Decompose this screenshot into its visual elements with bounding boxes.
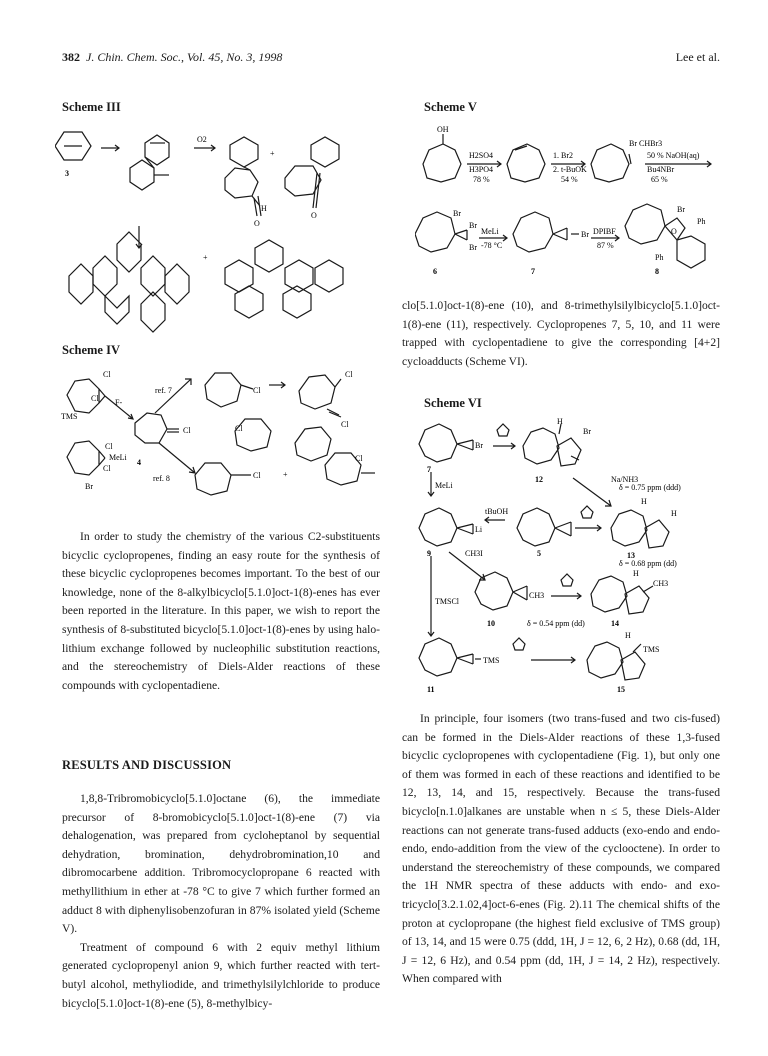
scheme-v-label-yield-78: 78 % (473, 175, 490, 184)
scheme-v-label-br-2: Br (469, 221, 477, 230)
scheme-iv-label-cl-10: Cl (253, 471, 261, 480)
scheme-vi-compound-12: 12 (535, 475, 543, 484)
scheme-iv-label-f: F- (115, 398, 123, 407)
scheme-v-label-meli: MeLi (481, 227, 499, 236)
scheme-vi-label-h-3: H (671, 509, 677, 518)
scheme-iv-label-4: 4 (137, 458, 141, 467)
scheme-vi-label-tms-1: TMS (483, 656, 500, 665)
scheme-vi-compound-13: 13 (627, 551, 635, 560)
scheme-v-label-bu4nbr: Bu4NBr (647, 165, 675, 174)
section-heading: RESULTS AND DISCUSSION (62, 758, 232, 772)
scheme-vi-title: Scheme VI (424, 396, 482, 410)
scheme-v-title: Scheme V (424, 100, 477, 114)
scheme-vi-shift-14: δ = 0.68 ppm (dd) (619, 559, 677, 568)
scheme-v-label-oh: OH (437, 125, 449, 134)
scheme-vi-label-ch3-1: CH3 (653, 579, 669, 588)
scheme-iv-figure (55, 365, 385, 505)
scheme-vi-label-h-2: H (641, 497, 647, 506)
scheme-v-label-h2so4: H2SO4 (469, 151, 494, 160)
scheme-vi-label-h-4: H (633, 569, 639, 578)
scheme-iii-plus-1: + (270, 149, 275, 158)
scheme-iv-label-tms: TMS (61, 412, 78, 421)
scheme-vi-label-nanh3: Na/NH3 (611, 475, 639, 484)
scheme-iv-label-cl-2: Cl (91, 394, 99, 403)
scheme-v-label-br-1: Br (453, 209, 461, 218)
scheme-iv-plus: + (283, 470, 288, 479)
scheme-iv-label-cl-4: Cl (253, 386, 261, 395)
scheme-iv-title: Scheme IV (62, 343, 120, 357)
scheme-vi-label-tbuoh: tBuOH (485, 507, 509, 516)
scheme-vi-label-li: Li (475, 525, 483, 534)
scheme-v-compound-7: 7 (531, 267, 535, 276)
scheme-vi-compound-14: 14 (611, 619, 619, 628)
scheme-iv-label-cl-1: Cl (103, 370, 111, 379)
scheme-vi-label-ch3-2: CH3 (529, 591, 545, 600)
scheme-v-compound-6: 6 (433, 267, 437, 276)
running-authors: Lee et al. (675, 50, 720, 64)
scheme-vi-label-h-5: H (625, 631, 631, 640)
scheme-vi-compound-11: 11 (427, 685, 435, 694)
scheme-iv-label-cl-3: Cl (183, 426, 191, 435)
scheme-vi-label-br-1: Br (475, 441, 483, 450)
scheme-v-compound-8: 8 (655, 267, 659, 276)
scheme-iii-label-o-2: O (311, 211, 317, 220)
scheme-iv-label-cl-6: Cl (341, 420, 349, 429)
scheme-vi-compound-7: 7 (427, 465, 431, 474)
scheme-iii-title: Scheme III (62, 100, 121, 114)
scheme-vi-compound-15: 15 (617, 685, 625, 694)
scheme-iv-label-cl-8: Cl (103, 464, 111, 473)
scheme-v-label-yield-65: 65 % (651, 175, 668, 184)
scheme-v-label-h3po4: H3PO4 (469, 165, 494, 174)
journal-citation: J. Chin. Chem. Soc., Vol. 45, No. 3, 1998 (86, 50, 283, 64)
page-number: 382 (62, 50, 80, 64)
scheme-v-figure (415, 120, 725, 280)
scheme-vi-label-tms-2: TMS (643, 645, 660, 654)
scheme-vi-compound-10: 10 (487, 619, 495, 628)
scheme-vi-label-meli: MeLi (435, 481, 453, 490)
scheme-iv-label-cl-11: Cl (355, 454, 363, 463)
scheme-iii-label-o-1: O (254, 219, 260, 228)
scheme-v-label-yield-54: 54 % (561, 175, 578, 184)
right-paragraph-bottom: In principle, four isomers (two trans-fused and two cis-fused) can be formed in the Diels-Alder reactions of these 1,3-fused bicyclic cyclopropenes with cyclopentadiene (Fig. 1), but only one of them was formed in each of these reactions and identified to be 12, 13, 14, and 15, respectively. Because the trans-fused bicyclo[n.1.0]alkanes are unstable when n ≤ 5, these Diels-Alder reactions can not generate trans-fused adducts (exo-endo and endo-endo, endo-addition from the view of the cyclooctene). In order to understand the stereochemistry of these compounds, we compared the 1H NMR spectra of these adducts with endo- and exo-tricyclo[3.2.1.02,4]oct-6-enes (Fig. 2).11 The chemical shifts of the proton at cyclopropane (the highest field exclusive of TMS group) of 13, 14, and 15 were 0.75 (ddd, 1H, J = 12, 6, 2 Hz), 0.68 (dd, 1H, J = 12, 6 Hz), and 0.54 ppm (dd, 1H, J = 14, 2 Hz), respectively. When compared with (402, 712, 720, 986)
intro-paragraph: In order to study the chemistry of the various C2-substituents bicyclic cyclopropenes, finding an easy route for the synthesis of these bicyclic cyclopropenes becomes important. To the best of our knowledge, none of the 8-alkylbicyclo[5.1.0]oct-1(8)-enes has ever been reported in the literature. In this paper, we wish to report the synthesis of 8-substituted bicyclo[5.1.0]oct-1(8)-enes by using halo-lithium exchange followed by nucleophilic substitution reactions, and the stereochemistry of Diels-Alder reactions of these compounds with cyclopentadiene. (62, 530, 380, 692)
scheme-v-label-chbr3: Br CHBr3 (629, 139, 663, 148)
scheme-iii-figure (55, 118, 385, 333)
scheme-vi-label-h-1: H (557, 417, 563, 426)
scheme-vi-figure (415, 416, 725, 696)
scheme-iii-plus-2: + (203, 253, 208, 262)
scheme-iii-label-h: H (261, 204, 267, 213)
scheme-v-label-ph-1: Ph (697, 217, 706, 226)
scheme-v-label-temp: -78 °C (481, 241, 503, 250)
scheme-vi-shift-15: δ = 0.54 ppm (dd) (527, 619, 585, 628)
results-paragraph-2: Treatment of compound 6 with 2 equiv methyl lithium generated cyclopropenyl anion 9, which further reacted with tert-butyl alcohol, methyliodide, and trimethylsilylchloride to produce bicyclo[5.1.0]oct-1(8)-ene (5), 8-methylbicy- (62, 940, 380, 1010)
scheme-v-label-yield-87: 87 % (597, 241, 614, 250)
scheme-iv-label-meli: MeLi (109, 453, 127, 462)
scheme-iv-label-cl-7: Cl (105, 442, 113, 451)
scheme-v-label-ph-2: Ph (655, 253, 664, 262)
scheme-vi-shift-13: δ = 0.75 ppm (ddd) (619, 483, 681, 492)
scheme-v-label-tbuok: 2. t-BuOK (553, 165, 587, 174)
scheme-iii-label-3: 3 (65, 169, 69, 178)
scheme-iv-label-cl-5: Cl (345, 370, 353, 379)
results-paragraph-1: 1,8,8-Tribromobicyclo[5.1.0]octane (6), the immediate precursor of 8-bromobicyclo[5.1.0]oct-1(8)-ene (7) via dehalogenation, was prepared from cycloheptanol by sequential dehydration, bromination, dehydrobromination,10 and dibromocarbene addition. Tribromocyclopropane 6 reacted with methyllithium in ether at -78 °C to give 7 which further formed an adduct 8 with diphenylisobenzofuran in 87% isolated yield (Scheme V). (62, 792, 380, 936)
scheme-vi-compound-5: 5 (537, 549, 541, 558)
scheme-iv-label-cl-9: Cl (235, 424, 243, 433)
scheme-v-label-br-4: Br (581, 230, 589, 239)
scheme-v-label-dpibf: DPIBF (593, 227, 616, 236)
right-paragraph-top: clo[5.1.0]oct-1(8)-ene (10), and 8-trimethylsilylbicyclo[5.1.0]oct-1(8)-ene (11), respectively. Cyclopropenes 7, 5, 10, and 11 were trapped with cyclopentadiene to give the corresponding [4+2] cycloadducts (Scheme VI). (402, 299, 720, 368)
scheme-vi-compound-9: 9 (427, 549, 431, 558)
scheme-vi-label-ch3i: CH3I (465, 549, 483, 558)
scheme-vi-label-br-2: Br (583, 427, 591, 436)
scheme-v-label-br2: 1. Br2 (553, 151, 573, 160)
scheme-iv-label-ref7: ref. 7 (155, 386, 172, 395)
scheme-v-label-naoh: 50 % NaOH(aq) (647, 151, 700, 160)
scheme-v-label-br-5: Br (677, 205, 685, 214)
scheme-iii-label-o2: O2 (197, 135, 207, 144)
scheme-v-label-br-3: Br (469, 243, 477, 252)
scheme-iv-label-ref8: ref. 8 (153, 474, 170, 483)
scheme-iv-label-br: Br (85, 482, 93, 491)
scheme-v-label-o: O (671, 227, 677, 236)
scheme-vi-label-tmscl: TMSCl (435, 597, 460, 606)
